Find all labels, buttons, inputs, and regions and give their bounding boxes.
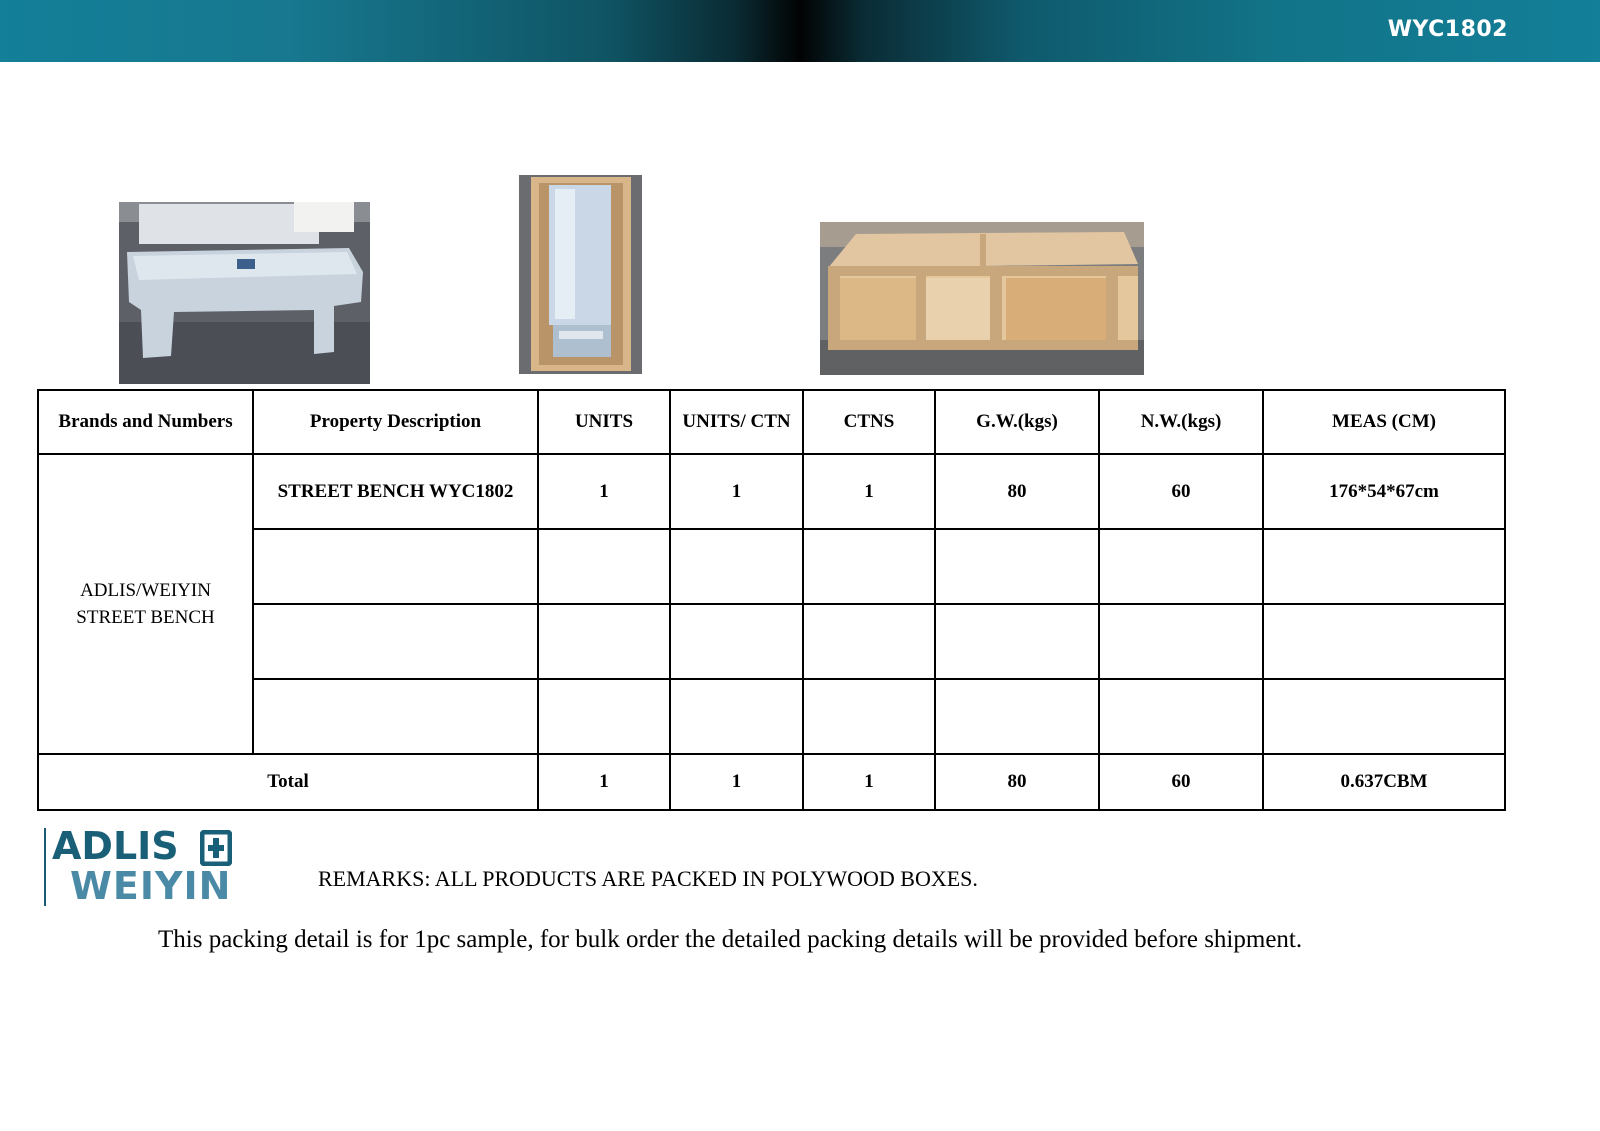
logo-mark-icon bbox=[200, 830, 232, 866]
table-row bbox=[38, 679, 1505, 754]
brand-line-2: STREET BENCH bbox=[76, 607, 215, 628]
total-net-weight: 60 bbox=[1099, 754, 1263, 810]
total-label: Total bbox=[38, 754, 538, 810]
row-units-per-ctn bbox=[670, 679, 803, 754]
row-description: STREET BENCH WYC1802 bbox=[253, 454, 538, 529]
row-meas bbox=[1263, 604, 1505, 679]
total-units: 1 bbox=[538, 754, 670, 810]
bench-in-open-crate-photo bbox=[519, 175, 642, 374]
row-gross-weight: 80 bbox=[935, 454, 1099, 529]
row-units bbox=[538, 679, 670, 754]
row-ctns: 1 bbox=[803, 454, 935, 529]
row-units bbox=[538, 604, 670, 679]
header-gross-weight: G.W.(kgs) bbox=[935, 390, 1099, 454]
row-description bbox=[253, 604, 538, 679]
row-units-per-ctn bbox=[670, 604, 803, 679]
total-row bbox=[38, 754, 1505, 810]
header-brands: Brands and Numbers bbox=[38, 390, 253, 454]
row-ctns bbox=[803, 679, 935, 754]
row-net-weight bbox=[1099, 529, 1263, 604]
row-units: 1 bbox=[538, 454, 670, 529]
row-meas: 176*54*67cm bbox=[1263, 454, 1505, 529]
table-row bbox=[38, 529, 1505, 604]
brand-cell bbox=[38, 454, 253, 754]
wrapped-bench-photo bbox=[119, 202, 370, 384]
packing-table bbox=[37, 389, 1506, 811]
row-gross-weight bbox=[935, 604, 1099, 679]
header-description: Property Description bbox=[253, 390, 538, 454]
logo-line-1: ADLIS bbox=[52, 824, 179, 868]
header-net-weight: N.W.(kgs) bbox=[1099, 390, 1263, 454]
remarks-text: REMARKS: ALL PRODUCTS ARE PACKED IN POLYWOOD BOXES. bbox=[318, 866, 978, 891]
total-units-per-ctn: 1 bbox=[670, 754, 803, 810]
header-meas: MEAS (CM) bbox=[1263, 390, 1505, 454]
row-net-weight: 60 bbox=[1099, 454, 1263, 529]
logo-bar bbox=[44, 828, 46, 906]
row-description bbox=[253, 679, 538, 754]
row-ctns bbox=[803, 529, 935, 604]
row-description bbox=[253, 529, 538, 604]
row-net-weight bbox=[1099, 604, 1263, 679]
brand-line-1: ADLIS/WEIYIN bbox=[80, 580, 211, 601]
logo-line-2: WEIYIN bbox=[70, 864, 232, 908]
row-units-per-ctn: 1 bbox=[670, 454, 803, 529]
row-units-per-ctn bbox=[670, 529, 803, 604]
row-meas bbox=[1263, 529, 1505, 604]
row-gross-weight bbox=[935, 679, 1099, 754]
header-bar bbox=[0, 0, 1600, 62]
header-ctns: CTNS bbox=[803, 390, 935, 454]
total-meas: 0.637CBM bbox=[1263, 754, 1505, 810]
table-row bbox=[38, 604, 1505, 679]
row-ctns bbox=[803, 604, 935, 679]
table-row bbox=[38, 454, 1505, 529]
row-net-weight bbox=[1099, 679, 1263, 754]
header-units: UNITS bbox=[538, 390, 670, 454]
footnote-text: This packing detail is for 1pc sample, for bulk order the detailed packing details will be provided before shipment. bbox=[158, 926, 1303, 953]
row-units bbox=[538, 529, 670, 604]
row-meas bbox=[1263, 679, 1505, 754]
company-logo bbox=[44, 824, 240, 908]
row-gross-weight bbox=[935, 529, 1099, 604]
total-ctns: 1 bbox=[803, 754, 935, 810]
header-units-per-ctn: UNITS/ CTN bbox=[670, 390, 803, 454]
table-header-row bbox=[38, 390, 1505, 454]
closed-wooden-crate-photo bbox=[820, 222, 1144, 375]
total-gross-weight: 80 bbox=[935, 754, 1099, 810]
header-product-code: WYC1802 bbox=[1387, 17, 1508, 42]
